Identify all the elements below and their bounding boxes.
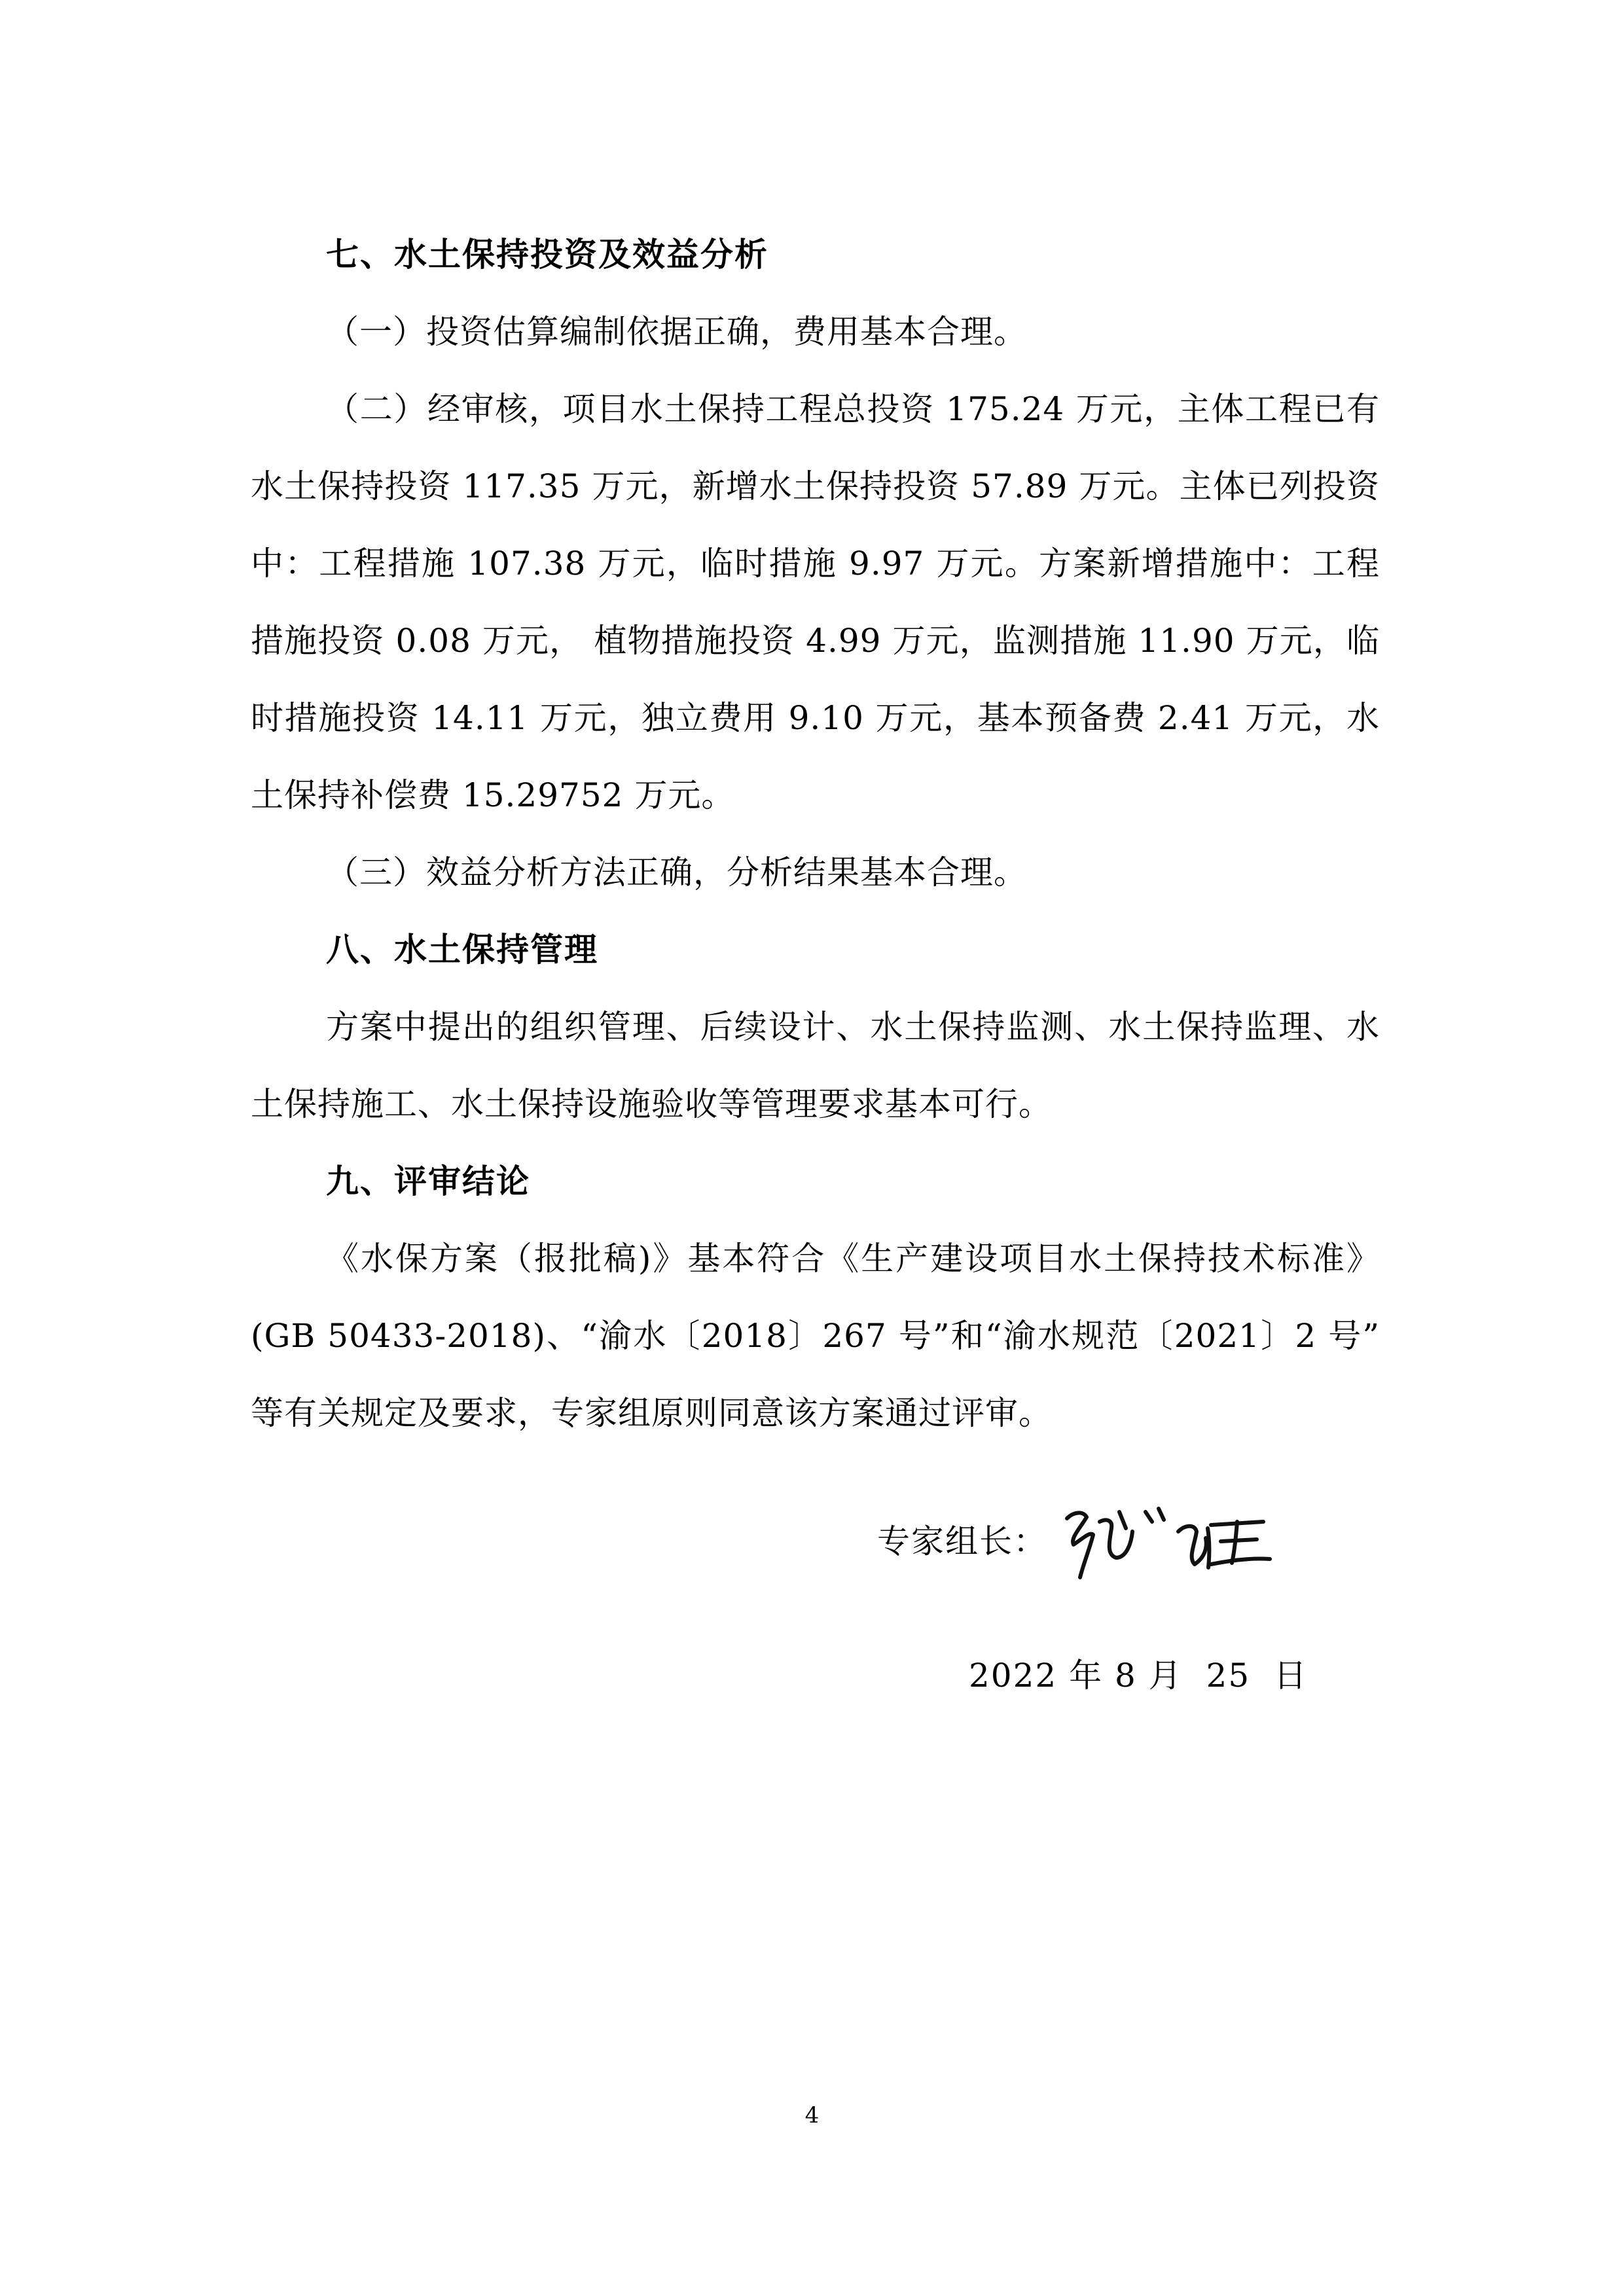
paragraph-management: 方案中提出的组织管理、后续设计、水土保持监测、水土保持监理、水土保持施工、水土保持设施验收等管理要求基本可行。: [251, 1008, 1380, 1123]
handwritten-signature-icon: [1054, 1492, 1276, 1590]
section-heading-investment: 七、水土保持投资及效益分析: [326, 236, 768, 274]
paragraph-benefit-analysis: （三）效益分析方法正确，分析结果基本合理。: [326, 853, 1027, 891]
page-number: 4: [804, 2102, 820, 2128]
document-body: [251, 216, 1380, 1452]
paragraph-conclusion: 《水保方案（报批稿)》基本符合《生产建设项目水土保持技术标准》(GB 50433-2018)、“渝水〔2018〕267 号”和“渝水规范〔2021〕2 号” 等有关规定及要求，专家组原则同意该方案通过评审。: [251, 1240, 1380, 1432]
section-heading-conclusion: 九、评审结论: [326, 1162, 530, 1200]
signing-date: 2022 年 8 月 25 日: [969, 1657, 1308, 1695]
paragraph-investment-basis: （一）投资估算编制依据正确，费用基本合理。: [326, 313, 1027, 351]
signature-block: [877, 1486, 1276, 1597]
signature-label: 专家组长：: [877, 1522, 1047, 1560]
paragraph-investment-amounts: （二）经审核，项目水土保持工程总投资 175.24 万元，主体工程已有水土保持投资 117.35 万元，新增水土保持投资 57.89 万元。主体已列投资中：工程措施 107.38 万元，临时措施 9.97 万元。方案新增措施中：工程措施投资 0.08 万元， 植物措施投资 4.99 万元，监测措施 11.90 万元，临时措施投资 14.11 万元，独立费用 9.10 万元，基本预备费 2.41 万元，水土保持补偿费 15.29752 万元。: [251, 390, 1380, 814]
section-heading-management: 八、水土保持管理: [326, 931, 598, 969]
